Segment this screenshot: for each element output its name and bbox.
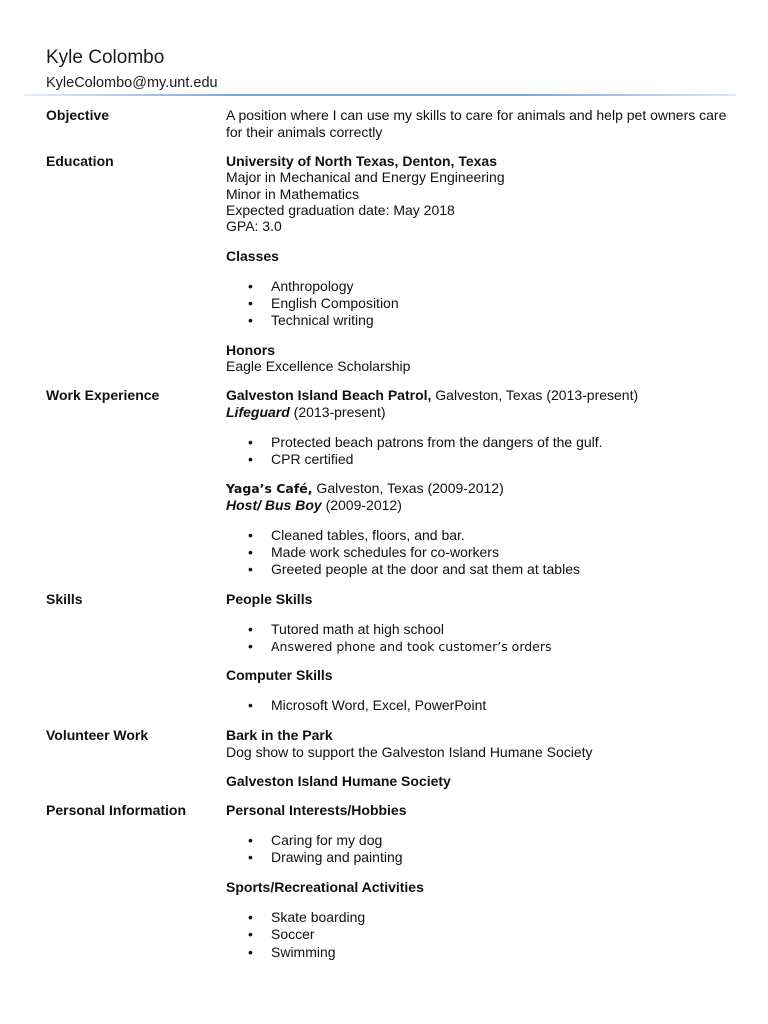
job1-employer: Galveston Island Beach Patrol, <box>226 387 432 403</box>
resume-name: Kyle Colombo <box>46 47 165 68</box>
bullet-icon: • <box>248 561 253 577</box>
bullet-icon: • <box>248 295 253 311</box>
classes-heading: Classes <box>226 248 279 264</box>
list-item: Microsoft Word, Excel, PowerPoint <box>271 697 487 713</box>
job1-title: Lifeguard <box>226 404 290 420</box>
hobbies-heading: Personal Interests/Hobbies <box>226 802 407 818</box>
education-detail: GPA: 3.0 <box>226 218 282 234</box>
job1-location: Galveston, Texas (2013-present) <box>431 387 639 403</box>
bullet-icon: • <box>248 832 253 848</box>
resume-email: KyleColombo@my.unt.edu <box>46 75 218 91</box>
header-divider <box>24 94 736 96</box>
bullet-icon: • <box>248 849 253 865</box>
list-item: Caring for my dog <box>271 832 383 848</box>
volunteer-org: Galveston Island Humane Society <box>226 773 451 789</box>
bullet-icon: • <box>248 312 253 328</box>
job2-dates: (2009-2012) <box>321 497 402 513</box>
section-label-objective: Objective <box>46 107 110 123</box>
job2-location: Galveston, Texas (2009-2012) <box>312 480 504 496</box>
list-item: CPR certified <box>271 451 354 467</box>
job1-title-line <box>226 404 386 421</box>
bullet-icon: • <box>248 451 253 467</box>
bullet-icon: • <box>248 909 253 925</box>
volunteer-org: Bark in the Park <box>226 727 333 743</box>
job1-dates: (2013-present) <box>289 404 386 420</box>
objective-line: for their animals correctly <box>226 124 383 140</box>
volunteer-desc: Dog show to support the Galveston Island Humane Society <box>226 744 593 760</box>
job1-header <box>226 387 638 404</box>
list-item: Soccer <box>271 926 315 942</box>
job2-title: Host/ Bus Boy <box>226 497 322 513</box>
education-school: University of North Texas, Denton, Texas <box>226 153 497 169</box>
list-item: Greeted people at the door and sat them at tables <box>271 561 580 577</box>
list-item: Anthropology <box>271 278 354 294</box>
computer-skills-heading: Computer Skills <box>226 667 333 683</box>
education-detail: Minor in Mathematics <box>226 186 360 202</box>
bullet-icon: • <box>248 621 253 637</box>
list-item: Swimming <box>271 944 336 960</box>
sports-heading: Sports/Recreational Activities <box>226 879 424 895</box>
list-item: Answered phone and took customer’s orders <box>271 639 552 654</box>
job2-employer: Yaga’s Café, <box>226 481 313 496</box>
job2-header <box>226 480 504 497</box>
list-item: Technical writing <box>271 312 374 328</box>
list-item: Made work schedules for co-workers <box>271 544 499 560</box>
bullet-icon: • <box>248 697 253 713</box>
bullet-icon: • <box>248 434 253 450</box>
bullet-icon: • <box>248 638 253 654</box>
list-item: English Composition <box>271 295 399 311</box>
education-detail: Major in Mechanical and Energy Engineering <box>226 169 505 185</box>
bullet-icon: • <box>248 527 253 543</box>
bullet-icon: • <box>248 278 253 294</box>
list-item: Protected beach patrons from the dangers of the gulf. <box>271 434 603 450</box>
section-label-personal: Personal Information <box>46 802 187 818</box>
section-label-work: Work Experience <box>46 387 160 403</box>
education-detail: Expected graduation date: May 2018 <box>226 202 455 218</box>
bullet-icon: • <box>248 944 253 960</box>
list-item: Cleaned tables, floors, and bar. <box>271 527 465 543</box>
people-skills-heading: People Skills <box>226 591 313 607</box>
section-label-skills: Skills <box>46 591 83 607</box>
honors-item: Eagle Excellence Scholarship <box>226 358 411 374</box>
list-item: Tutored math at high school <box>271 621 445 637</box>
honors-heading: Honors <box>226 342 275 358</box>
bullet-icon: • <box>248 544 253 560</box>
job2-title-line <box>226 497 402 514</box>
section-label-volunteer: Volunteer Work <box>46 727 149 743</box>
list-item: Drawing and painting <box>271 849 403 865</box>
list-item: Skate boarding <box>271 909 366 925</box>
bullet-icon: • <box>248 926 253 942</box>
section-label-education: Education <box>46 153 114 169</box>
objective-line: A position where I can use my skills to care for animals and help pet owners care <box>226 107 727 123</box>
